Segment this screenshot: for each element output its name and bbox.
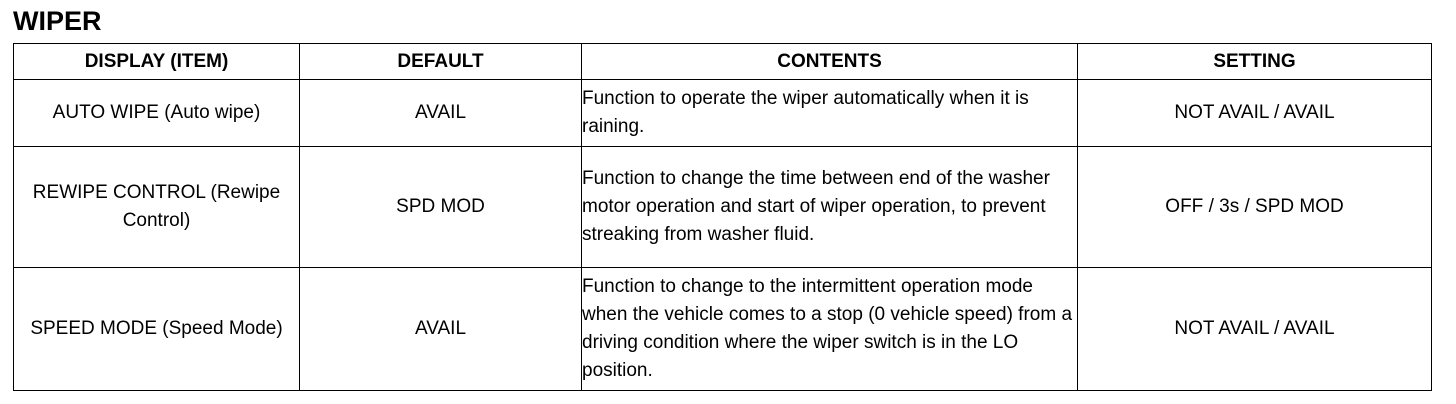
cell-default: AVAIL — [300, 80, 582, 147]
page-title: WIPER — [13, 6, 102, 36]
cell-setting: NOT AVAIL / AVAIL — [1078, 268, 1432, 391]
header-contents: CONTENTS — [582, 44, 1078, 80]
cell-item: SPEED MODE (Speed Mode) — [14, 268, 300, 391]
cell-default: AVAIL — [300, 268, 582, 391]
table-row — [14, 147, 1432, 268]
cell-setting: NOT AVAIL / AVAIL — [1078, 80, 1432, 147]
cell-contents: Function to change the time between end of the washer motor operation and start of wiper operation, to prevent streaking from washer fluid. — [582, 147, 1078, 268]
cell-item: AUTO WIPE (Auto wipe) — [14, 80, 300, 147]
cell-contents: Function to change to the intermittent operation mode when the vehicle comes to a stop (0 vehicle speed) from a driving condition where the wiper switch is in the LO position. — [582, 268, 1078, 391]
header-setting: SETTING — [1078, 44, 1432, 80]
cell-item: REWIPE CONTROL (Rewipe Control) — [14, 147, 300, 268]
cell-contents: Function to operate the wiper automatically when it is raining. — [582, 80, 1078, 147]
table-row — [14, 268, 1432, 391]
header-display-item: DISPLAY (ITEM) — [14, 44, 300, 80]
table-header-row — [14, 44, 1432, 80]
table-row — [14, 80, 1432, 147]
header-default: DEFAULT — [300, 44, 582, 80]
cell-default: SPD MOD — [300, 147, 582, 268]
wiper-settings-table — [13, 43, 1432, 391]
cell-setting: OFF / 3s / SPD MOD — [1078, 147, 1432, 268]
